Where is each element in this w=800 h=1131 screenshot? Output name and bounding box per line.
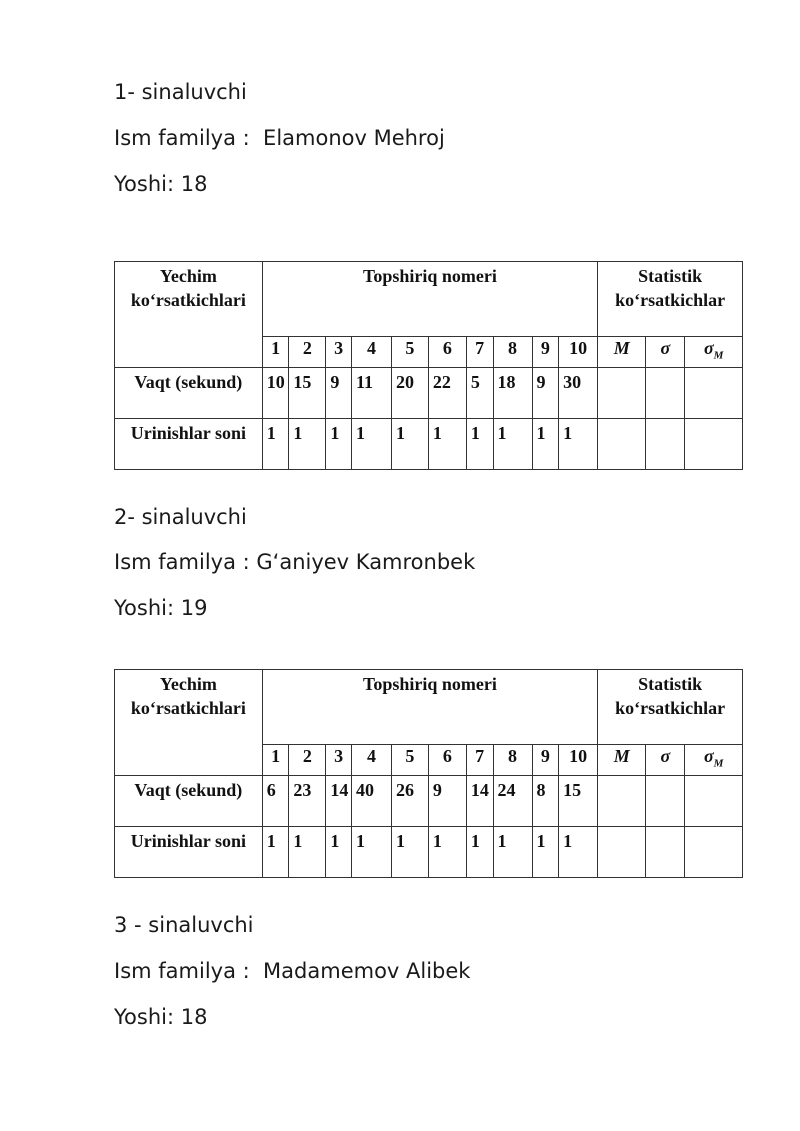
task-number-cell: 10	[559, 337, 598, 368]
participant-2-results-table	[114, 669, 743, 878]
attempts-value-cell: 1	[428, 418, 466, 469]
task-number-cell: 6	[428, 745, 466, 776]
stat-cell-empty	[685, 826, 743, 877]
stat-mean-symbol: M	[598, 337, 646, 368]
stat-sigma-symbol: σ	[646, 337, 685, 368]
time-value-cell: 9	[428, 775, 466, 826]
task-number-cell: 9	[532, 745, 559, 776]
time-value-cell: 26	[391, 775, 428, 826]
attempts-value-cell: 1	[391, 826, 428, 877]
task-number-cell: 2	[289, 745, 326, 776]
time-value-cell: 9	[326, 367, 352, 418]
time-value-cell: 20	[391, 367, 428, 418]
attempts-value-cell: 1	[532, 418, 559, 469]
time-value-cell: 15	[559, 775, 598, 826]
stat-cell-empty	[646, 826, 685, 877]
participant-2-age: Yoshi: 19	[114, 596, 208, 620]
time-value-cell: 14	[326, 775, 352, 826]
stat-cell-empty	[646, 775, 685, 826]
participant-3-age: Yoshi: 18	[114, 1005, 208, 1029]
task-number-cell: 2	[289, 337, 326, 368]
attempts-value-cell: 1	[559, 418, 598, 469]
participant-3-name: Ism familya : Madamemov Alibek	[114, 959, 471, 983]
task-number-cell: 1	[262, 337, 289, 368]
task-number-cell: 4	[351, 337, 391, 368]
attempts-value-cell: 1	[289, 826, 326, 877]
attempts-value-cell: 1	[493, 418, 532, 469]
task-number-cell: 3	[326, 745, 352, 776]
stat-cell-empty	[598, 775, 646, 826]
stat-sigma-m-symbol: $\sigma_M$	[685, 337, 743, 368]
stat-cell-empty	[685, 418, 743, 469]
attempts-value-cell: 1	[326, 826, 352, 877]
attempts-value-cell: 1	[351, 826, 391, 877]
stat-cell-empty	[685, 367, 743, 418]
stat-cell-empty	[646, 367, 685, 418]
participant-2-name: Ism familya : G‘aniyev Kamronbek	[114, 550, 476, 574]
time-value-cell: 24	[493, 775, 532, 826]
time-value-cell: 10	[262, 367, 289, 418]
row-label-time: Vaqt (sekund)	[115, 775, 263, 826]
header-task-number: Topshiriq nomeri	[262, 670, 597, 745]
participant-1-age: Yoshi: 18	[114, 172, 208, 196]
task-number-cell: 8	[493, 745, 532, 776]
time-value-cell: 11	[351, 367, 391, 418]
participant-2-heading: 2- sinaluvchi	[114, 505, 247, 529]
time-value-cell: 30	[559, 367, 598, 418]
stat-cell-empty	[646, 418, 685, 469]
attempts-value-cell: 1	[326, 418, 352, 469]
task-number-cell: 9	[532, 337, 559, 368]
attempts-value-cell: 1	[262, 418, 289, 469]
stat-cell-empty	[598, 367, 646, 418]
attempts-value-cell: 1	[262, 826, 289, 877]
attempts-value-cell: 1	[391, 418, 428, 469]
task-number-cell: 7	[466, 745, 493, 776]
time-value-cell: 15	[289, 367, 326, 418]
participant-1-heading: 1- sinaluvchi	[114, 80, 247, 104]
attempts-value-cell: 1	[289, 418, 326, 469]
header-statistical-indicators: Statistik ko‘rsatkichlar	[598, 670, 743, 745]
task-number-cell: 10	[559, 745, 598, 776]
time-value-cell: 23	[289, 775, 326, 826]
participant-1-name: Ism familya : Elamonov Mehroj	[114, 126, 445, 150]
time-value-cell: 22	[428, 367, 466, 418]
task-number-cell: 1	[262, 745, 289, 776]
attempts-value-cell: 1	[493, 826, 532, 877]
attempts-value-cell: 1	[559, 826, 598, 877]
attempts-value-cell: 1	[428, 826, 466, 877]
time-value-cell: 14	[466, 775, 493, 826]
stat-cell-empty	[598, 826, 646, 877]
row-label-time: Vaqt (sekund)	[115, 367, 263, 418]
stat-sigma-m-symbol: $\sigma_M$	[685, 745, 743, 776]
attempts-value-cell: 1	[532, 826, 559, 877]
task-number-cell: 5	[391, 745, 428, 776]
header-solution-indicators: Yechim ko‘rsatkichlari	[115, 670, 263, 776]
time-value-cell: 9	[532, 367, 559, 418]
time-value-cell: 8	[532, 775, 559, 826]
task-number-cell: 6	[428, 337, 466, 368]
stat-mean-symbol: M	[598, 745, 646, 776]
attempts-value-cell: 1	[466, 826, 493, 877]
row-label-attempts: Urinishlar soni	[115, 418, 263, 469]
stat-cell-empty	[598, 418, 646, 469]
stat-cell-empty	[685, 775, 743, 826]
header-statistical-indicators: Statistik ko‘rsatkichlar	[598, 262, 743, 337]
time-value-cell: 5	[466, 367, 493, 418]
header-solution-indicators: Yechim ko‘rsatkichlari	[115, 262, 263, 368]
row-label-attempts: Urinishlar soni	[115, 826, 263, 877]
task-number-cell: 8	[493, 337, 532, 368]
participant-3-heading: 3 - sinaluvchi	[114, 913, 254, 937]
task-number-cell: 3	[326, 337, 352, 368]
time-value-cell: 40	[351, 775, 391, 826]
attempts-value-cell: 1	[466, 418, 493, 469]
stat-sigma-symbol: σ	[646, 745, 685, 776]
time-value-cell: 18	[493, 367, 532, 418]
time-value-cell: 6	[262, 775, 289, 826]
task-number-cell: 7	[466, 337, 493, 368]
header-task-number: Topshiriq nomeri	[262, 262, 597, 337]
task-number-cell: 5	[391, 337, 428, 368]
attempts-value-cell: 1	[351, 418, 391, 469]
task-number-cell: 4	[351, 745, 391, 776]
participant-1-results-table	[114, 261, 743, 470]
